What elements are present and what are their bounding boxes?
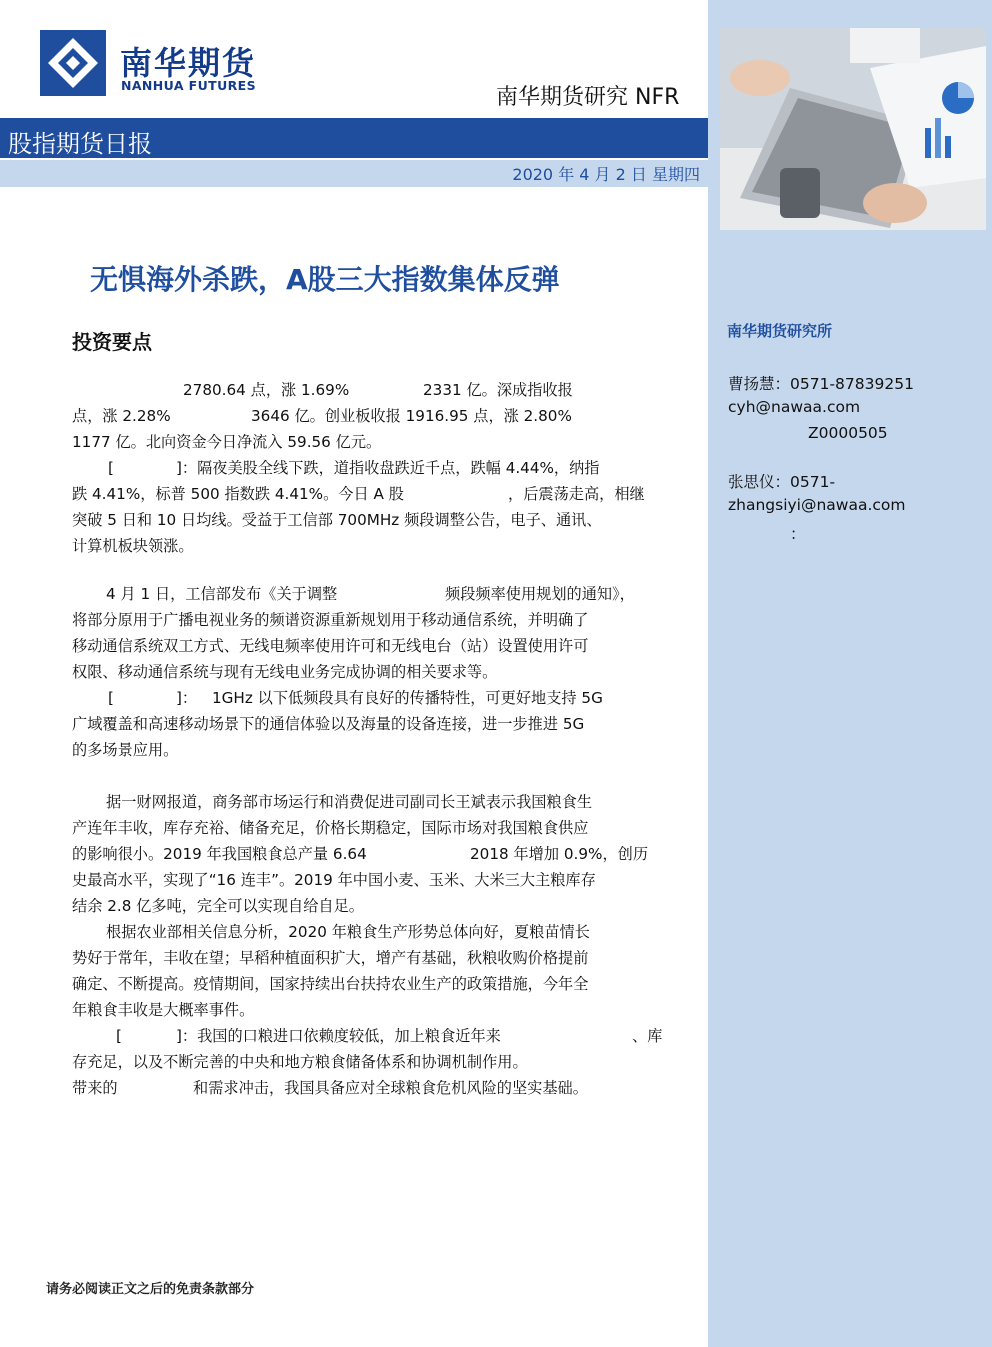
contact-line: ： <box>790 525 806 543</box>
research-tag: 南华期货研究 NFR <box>496 85 680 110</box>
logo-chinese-name: 南华期货 <box>120 44 257 82</box>
body-text-line: 2780.64 点，涨 1.69% <box>183 381 350 399</box>
body-text-line: 确定、不断提高。疫情期间，国家持续出台扶持农业生产的政策措施，今年全 <box>72 975 589 993</box>
contact-line: 曹扬慧：0571-87839251 <box>728 375 914 393</box>
report-type-title: 股指期货日报 <box>8 130 152 158</box>
cover-photo <box>720 28 986 230</box>
body-text-line: [ <box>108 689 114 707</box>
body-text-line: 、库 <box>632 1027 663 1045</box>
body-text-line: 突破 5 日和 10 日均线。受益于工信部 700MHz 频段调整公告，电子、通讯、 <box>72 511 602 529</box>
body-text-line: 计算机板块领涨。 <box>72 537 194 555</box>
body-text-line: 点，涨 2.28% <box>72 407 171 425</box>
body-text-line: 史最高水平，实现了“16 连丰”。2019 年中国小麦、玉米、大米三大主粮库存 <box>72 871 596 889</box>
body-text-line: 1177 亿。北向资金今日净流入 59.56 亿元。 <box>72 433 382 451</box>
section-title: 投资要点 <box>72 330 152 354</box>
body-text-line: 根据农业部相关信息分析，2020 年粮食生产形势总体向好，夏粮苗情长 <box>106 923 590 941</box>
body-text-line: 势好于常年，丰收在望；早稻种植面积扩大，增产有基础，秋粮收购价格提前 <box>72 949 589 967</box>
body-text-line: [ <box>116 1027 122 1045</box>
office-photo-illustration <box>720 28 986 230</box>
body-text-line: 跌 4.41%，标普 500 指数跌 4.41%。今日 A 股 <box>72 485 404 503</box>
body-text-line: 4 月 1 日，工信部发布《关于调整 <box>106 585 338 603</box>
nanhua-logo-icon <box>40 30 106 96</box>
contact-line: 张思仪：0571- <box>728 473 836 491</box>
contact-line: zhangsiyi@nawaa.com <box>728 496 906 514</box>
contact-line: cyh@nawaa.com <box>728 398 861 416</box>
body-text-line: 和需求冲击，我国具备应对全球粮食危机风险的坚实基础。 <box>193 1079 588 1097</box>
body-text-line: 3646 亿。创业板收报 1916.95 点，涨 2.80% <box>251 407 572 425</box>
disclaimer-footer: 请务必阅读正文之后的免责条款部分 <box>46 1282 255 1297</box>
body-text-line: ，后震荡走高，相继 <box>508 485 645 503</box>
body-text-line: 的多场景应用。 <box>72 741 179 759</box>
body-text-line: [ <box>108 459 114 477</box>
body-text-line: 的影响很小。2019 年我国粮食总产量 6.64 <box>72 845 367 863</box>
body-text-line: ]：我国的口粮进口依赖度较低，加上粮食近年来 <box>176 1027 501 1045</box>
body-text-line: 1GHz 以下低频段具有良好的传播特性，可更好地支持 5G <box>212 689 603 707</box>
sidebar-institute: 南华期货研究所 <box>727 322 833 340</box>
body-text-line: 带来的 <box>72 1079 118 1097</box>
body-text-line: 2331 亿。深成指收报 <box>423 381 573 399</box>
body-text-line: ]：隔夜美股全线下跌，道指收盘跌近千点，跌幅 4.44%，纳指 <box>176 459 600 477</box>
body-text-line: ]： <box>176 689 198 707</box>
body-text-line: 将部分原用于广播电视业务的频谱资源重新规划用于移动通信系统，并明确了 <box>72 611 589 629</box>
body-text-line: 据一财网报道，商务部市场运行和消费促进司副司长王斌表示我国粮食生 <box>106 793 592 811</box>
contact-line: Z0000505 <box>808 424 888 442</box>
body-text-line: 权限、移动通信系统与现有无线电业务完成协调的相关要求等。 <box>72 663 498 681</box>
body-text-line: 移动通信系统双工方式、无线电频率使用许可和无线电台（站）设置使用许可 <box>72 637 589 655</box>
report-date: 2020 年 4 月 2 日 星期四 <box>512 165 700 184</box>
body-text-line: 存充足，以及不断完善的中央和地方粮食储备体系和协调机制作用。 <box>72 1053 528 1071</box>
body-text-line: 2018 年增加 0.9%，创历 <box>470 845 649 863</box>
headline: 无惧海外杀跌，A股三大指数集体反弹 <box>90 263 560 296</box>
body-text-line: 年粮食丰收是大概率事件。 <box>72 1001 255 1019</box>
body-text-line: 产连年丰收，库存充裕、储备充足，价格长期稳定，国际市场对我国粮食供应 <box>72 819 589 837</box>
logo-english-name: NANHUA FUTURES <box>121 78 256 93</box>
body-text-line: 广域覆盖和高速移动场景下的通信体验以及海量的设备连接，进一步推进 5G <box>72 715 585 733</box>
body-text-line: 结余 2.8 亿多吨，完全可以实现自给自足。 <box>72 897 364 915</box>
body-text-line: 频段频率使用规划的通知》， <box>445 585 635 603</box>
